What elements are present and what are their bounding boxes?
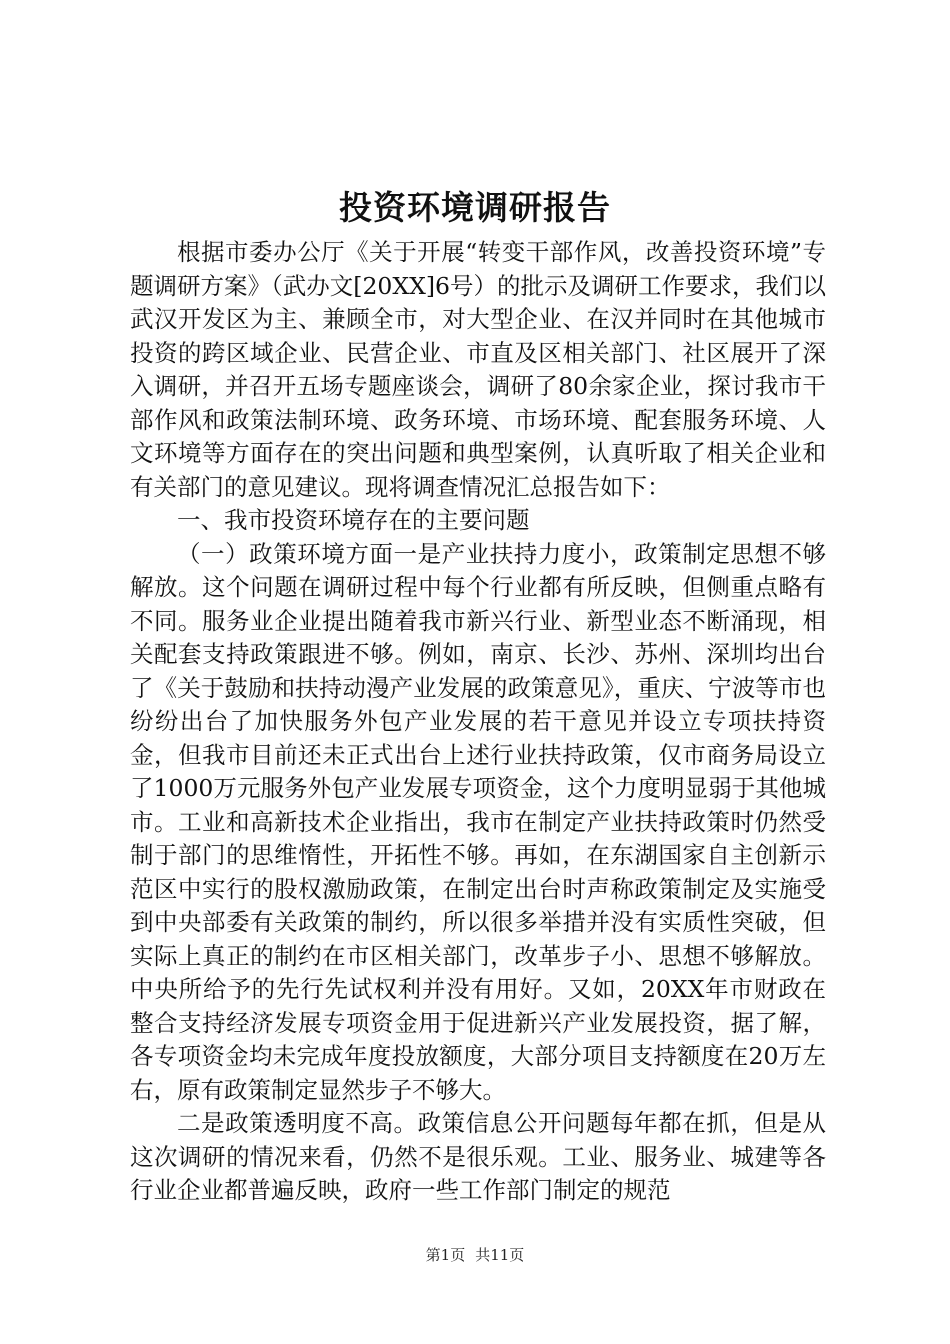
policy-transparency-paragraph: 二是政策透明度不高。政策信息公开问题每年都在抓，但是从这次调研的情况来看，仍然不是很乐观。工业、服务业、城建等各行业企业都普遍反映，政府一些工作部门制定的规范: [130, 1109, 826, 1204]
policy-environment-paragraph: （一）政策环境方面一是产业扶持力度小，政策制定思想不够解放。这个问题在调研过程中每个行业都有所反映，但侧重点略有不同。服务业企业提出随着我市新兴行业、新型业态不断涌现，相关配套支持政策跟进不够。例如，南京、长沙、苏州、深圳均出台了《关于鼓励和扶持动漫产业发展的政策意见》，重庆、宁波等市也纷纷出台了加快服务外包产业发展的若干意见并设立专项扶持资金，但我市目前还未正式出台上述行业扶持政策，仅市商务局设立了1000万元服务外包产业发展专项资金，这个力度明显弱于其他城市。工业和高新技术企业指出，我市在制定产业扶持政策时仍然受制于部门的思维惰性，开拓性不够。再如，在东湖国家自主创新示范区中实行的股权激励政策，在制定出台时声称政策制定及实施受到中央部委有关政策的制约，所以很多举措并没有实质性突破，但实际上真正的制约在市区相关部门，改革步子小、思想不够解放。中央所给予的先行先试权利并没有用好。又如，20XX年市财政在整合支持经济发展专项资金用于促进新兴产业发展投资，据了解，各专项资金均未完成年度投放额度，大部分项目支持额度在20万左右，原有政策制定显然步子不够大。: [130, 539, 826, 1104]
page-number: 第1页: [425, 1246, 466, 1264]
document-body: [130, 236, 826, 1208]
intro-paragraph: 根据市委办公厅《关于开展“转变干部作风，改善投资环境”专题调研方案》（武办文[20XX]6号）的批示及调研工作要求，我们以武汉开发区为主、兼顾全市，对大型企业、在汉并同时在其他城市投资的跨区域企业、民营企业、市直及区相关部门、社区展开了深入调研，并召开五场专题座谈会，调研了80余家企业，探讨我市干部作风和政策法制环境、政务环境、市场环境、配套服务环境、人文环境等方面存在的突出问题和典型案例，认真听取了相关企业和有关部门的意见建议。现将调查情况汇总报告如下：: [130, 238, 826, 501]
page-total: 共11页: [475, 1246, 525, 1264]
page-footer: [0, 1245, 950, 1265]
section-heading: 一、我市投资环境存在的主要问题: [177, 506, 530, 534]
document-title: 投资环境调研报告: [339, 188, 611, 227]
